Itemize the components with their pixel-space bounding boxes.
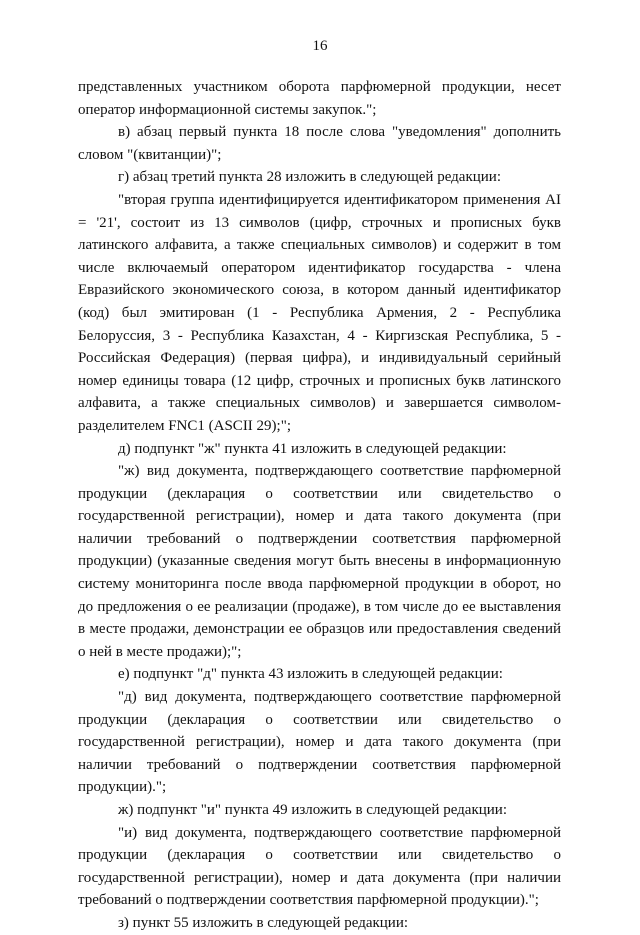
- paragraph-quote-i: "и) вид документа, подтверждающего соответствие парфюмерной продукции (декларация о соответствии или свидетельство о государственной регистрации), номер и дата документа (при наличии требований о подтверждении соответствия парфюмерной продукции).";: [78, 824, 561, 909]
- paragraph-item-d: д) подпункт "ж" пункта 41 изложить в следующей редакции:: [118, 440, 507, 457]
- page-number: 16: [312, 38, 328, 54]
- paragraph-quote-zh: "ж) вид документа, подтверждающего соответствие парфюмерной продукции (декларация о соответствии или свидетельство о государственной регистрации), номер и дата такого документа (при наличии требований о подтверждении соответствия парфюмерной продукции) (указанные сведения могут быть внесены в информационную систему мониторинга после ввода парфюмерной продукции в оборот, но до предложения о ее реализации (продаже), в том числе до ее выставления в месте продажи, демонстрации ее образцов или предоставления сведений о ней в месте продажи);";: [78, 463, 561, 660]
- paragraph-item-zh: ж) подпункт "и" пункта 49 изложить в следующей редакции:: [118, 802, 507, 818]
- paragraph-item-z: з) пункт 55 изложить в следующей редакции:: [118, 914, 409, 931]
- paragraph-item-v: в) абзац первый пункта 18 после слова "уведомления" дополнить словом "(квитанции)";: [78, 124, 561, 163]
- paragraph-quote-second-group: "вторая группа идентифицируется идентификатором применения AI = '21', состоит из 13 символов (цифр, строчных и прописных букв латинского алфавита, а также специальных символов) и содержит в том числе включаемый оператором идентификатор государства - члена Евразийского экономического союза, в котором данный идентификатор (код) был эмитирован (1 - Республика Армения, 2 - Республика Белоруссия, 3 - Республика Казахстан, 4 - Киргизская Республика, 5 - Российская Федерация) (первая цифра), и индивидуальный серийный номер единицы товара (12 цифр, строчных и прописных букв латинского алфавита, а также специальных символов) и завершается символом-разделителем FNC1 (ASCII 29);";: [78, 191, 561, 434]
- paragraph-continuation: представленных участником оборота парфюмерной продукции, несет оператор информационной системы закупок.";: [78, 79, 561, 118]
- paragraph-item-e: е) подпункт "д" пункта 43 изложить в следующей редакции:: [118, 666, 503, 683]
- document-body: [78, 76, 561, 935]
- paragraph-quote-d: "д) вид документа, подтверждающего соответствие парфюмерной продукции (декларация о соответствии или свидетельство о государственной регистрации), номер и дата такого документа (при наличии требований о подтверждении соответствия парфюмерной продукции).";: [78, 689, 561, 796]
- paragraph-item-g: г) абзац третий пункта 28 изложить в следующей редакции:: [118, 169, 501, 186]
